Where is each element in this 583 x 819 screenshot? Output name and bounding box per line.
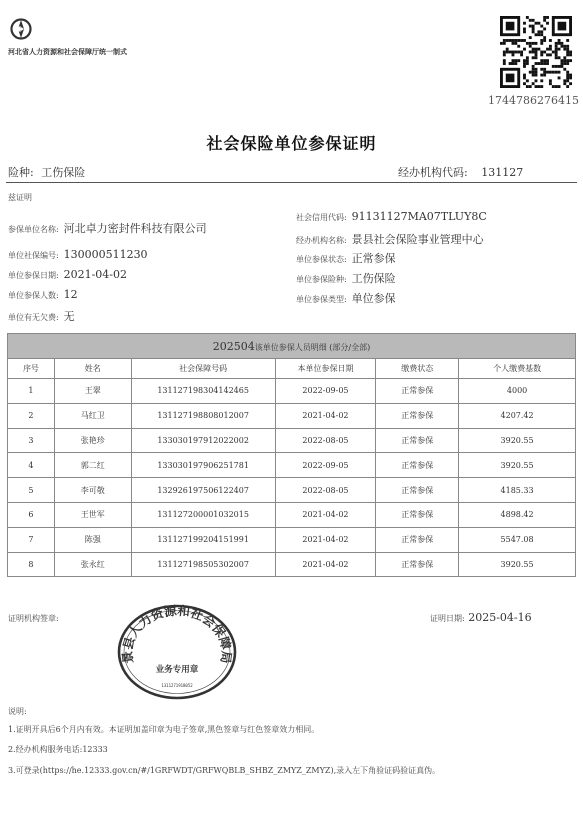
table-cell: 郭二红 (54, 453, 131, 478)
table-cell: 131127198304142465 (131, 379, 275, 404)
table-cell: 2022-08-05 (275, 428, 376, 453)
table-cell: 2 (8, 403, 55, 428)
table-cell: 正常参保 (376, 527, 459, 552)
hebei-hrss-logo-icon (10, 18, 32, 40)
insurance-type (8, 164, 85, 180)
column-header: 序号 (8, 359, 55, 379)
table-header-row (8, 359, 576, 379)
svg-text:景县人力资源和社会保障局 (120, 603, 235, 665)
column-header: 姓名 (54, 359, 131, 379)
table-period: 202504 (212, 340, 255, 353)
field-value: 河北卓力密封件科技有限公司 (63, 222, 207, 235)
insurance-type-value: 工伤保险 (41, 166, 86, 179)
table-cell: 正常参保 (376, 453, 459, 478)
field-value: 12 (63, 288, 78, 301)
qr-code-icon (500, 16, 572, 88)
notes-heading: 说明: (8, 707, 27, 716)
note-item-3: 3.可登录(https://he.12333.gov.cn/#/1GRFWDT/GRFWQBLB_SHBZ_ZMYZ_ZMYZ),录入左下角验证码验证真伪。 (8, 766, 441, 775)
field-value: 正常参保 (351, 252, 396, 265)
table-cell: 张永红 (54, 552, 131, 577)
table-row (8, 502, 576, 527)
table-cell: 5547.08 (459, 527, 576, 552)
column-header: 本单位参保日期 (275, 359, 376, 379)
seal-bottom-code: 1311271918052 (161, 683, 193, 688)
right-field-0 (296, 210, 487, 223)
field-label: 单位参保状态: (296, 255, 347, 264)
table-cell: 3 (8, 428, 55, 453)
field-value: 无 (63, 310, 75, 323)
field-label: 单位有无欠费: (8, 313, 59, 322)
table-cell: 4000 (459, 379, 576, 404)
page-title: 社会保险单位参保证明 (206, 134, 377, 153)
table-cell: 4 (8, 453, 55, 478)
table-cell: 李可敬 (54, 478, 131, 503)
field-label: 经办机构名称: (296, 236, 347, 245)
right-field-1 (296, 231, 484, 247)
table-cell: 5 (8, 478, 55, 503)
cert-date-value: 2025-04-16 (468, 611, 532, 624)
table-row (8, 527, 576, 552)
table-row (8, 428, 576, 453)
table-row (8, 379, 576, 404)
table-cell: 正常参保 (376, 428, 459, 453)
table-cell: 2021-04-02 (275, 403, 376, 428)
column-header: 社会保障号码 (131, 359, 275, 379)
table-caption: 该单位参保人员明细 (部分/全部) (254, 343, 371, 352)
table-cell: 陈强 (54, 527, 131, 552)
table-cell: 张艳珍 (54, 428, 131, 453)
right-field-2 (296, 250, 396, 266)
table-cell: 7 (8, 527, 55, 552)
table-cell: 131127199204151991 (131, 527, 275, 552)
field-label: 单位参保人数: (8, 291, 59, 300)
official-seal-icon (116, 603, 238, 701)
left-field-1 (8, 248, 148, 261)
table-cell: 2022-09-05 (275, 379, 376, 404)
table-cell: 2021-04-02 (275, 552, 376, 577)
column-header: 缴费状态 (376, 359, 459, 379)
right-field-4 (296, 290, 396, 306)
left-field-3 (8, 288, 78, 301)
table-cell: 131127198808012007 (131, 403, 275, 428)
field-label: 单位社保编号: (8, 251, 59, 260)
table-cell: 131127200001032015 (131, 502, 275, 527)
table-cell: 正常参保 (376, 552, 459, 577)
seal-outer-text: 景县人力资源和社会保障局 (119, 603, 235, 665)
table-cell: 正常参保 (376, 502, 459, 527)
table-cell: 王翠 (54, 379, 131, 404)
table-cell: 马红卫 (54, 403, 131, 428)
agency-code-label: 经办机构代码: (398, 166, 468, 179)
note-item-1: 1.证明开具后6个月内有效。本证明加盖印章为电子签章,黑色签章与红色签章效力相同。 (8, 725, 320, 734)
section-label: 兹证明 (8, 193, 32, 202)
table-cell: 3920.55 (459, 453, 576, 478)
table-cell: 正常参保 (376, 403, 459, 428)
agency-code-value: 131127 (481, 166, 524, 179)
table-cell: 3920.55 (459, 428, 576, 453)
field-label: 单位参保险种: (296, 275, 347, 284)
field-value: 单位参保 (351, 292, 396, 305)
member-table (7, 358, 576, 577)
cert-sign-label: 证明机构签章: (8, 614, 59, 623)
table-cell: 王世军 (54, 502, 131, 527)
cert-date (430, 611, 532, 624)
field-value: 景县社会保险事业管理中心 (351, 233, 484, 246)
agency-code (398, 164, 523, 180)
table-cell: 2022-08-05 (275, 478, 376, 503)
issuer-text: 河北省人力资源和社会保障厅统一制式 (8, 48, 127, 56)
table-cell: 2021-04-02 (275, 527, 376, 552)
field-value: 91131127MA07TLUY8C (351, 210, 487, 223)
table-cell: 2021-04-02 (275, 502, 376, 527)
field-value: 2021-04-02 (63, 268, 127, 281)
table-cell: 132926197506122407 (131, 478, 275, 503)
qr-number: 1744786276415 (488, 94, 579, 107)
table-cell: 131127198505302007 (131, 552, 275, 577)
column-header: 个人缴费基数 (459, 359, 576, 379)
left-field-0 (8, 220, 207, 236)
left-field-2 (8, 268, 127, 281)
table-cell: 正常参保 (376, 478, 459, 503)
field-label: 单位参保类型: (296, 295, 347, 304)
cert-date-label: 证明日期: (430, 614, 465, 623)
table-cell: 6 (8, 502, 55, 527)
table-cell: 4898.42 (459, 502, 576, 527)
field-value: 工伤保险 (351, 272, 396, 285)
table-cell: 3920.55 (459, 552, 576, 577)
left-field-4 (8, 308, 75, 324)
table-cell: 4207.42 (459, 403, 576, 428)
table-cell: 4185.33 (459, 478, 576, 503)
seal-center-text: 业务专用章 (155, 665, 199, 675)
right-field-3 (296, 270, 396, 286)
insurance-type-label: 险种: (8, 166, 34, 179)
table-row (8, 478, 576, 503)
table-cell: 133030197912022002 (131, 428, 275, 453)
field-label: 社会信用代码: (296, 213, 347, 222)
table-cell: 正常参保 (376, 379, 459, 404)
field-value: 130000511230 (63, 248, 148, 261)
field-label: 参保单位名称: (8, 225, 59, 234)
note-item-2: 2.经办机构服务电话:12333 (8, 745, 108, 754)
table-cell: 1 (8, 379, 55, 404)
divider (6, 182, 577, 183)
table-row (8, 453, 576, 478)
table-cell: 2022-09-05 (275, 453, 376, 478)
field-label: 单位参保日期: (8, 271, 59, 280)
table-row (8, 403, 576, 428)
table-row (8, 552, 576, 577)
table-cell: 133030197906251781 (131, 453, 275, 478)
member-table-caption (7, 333, 576, 359)
table-cell: 8 (8, 552, 55, 577)
